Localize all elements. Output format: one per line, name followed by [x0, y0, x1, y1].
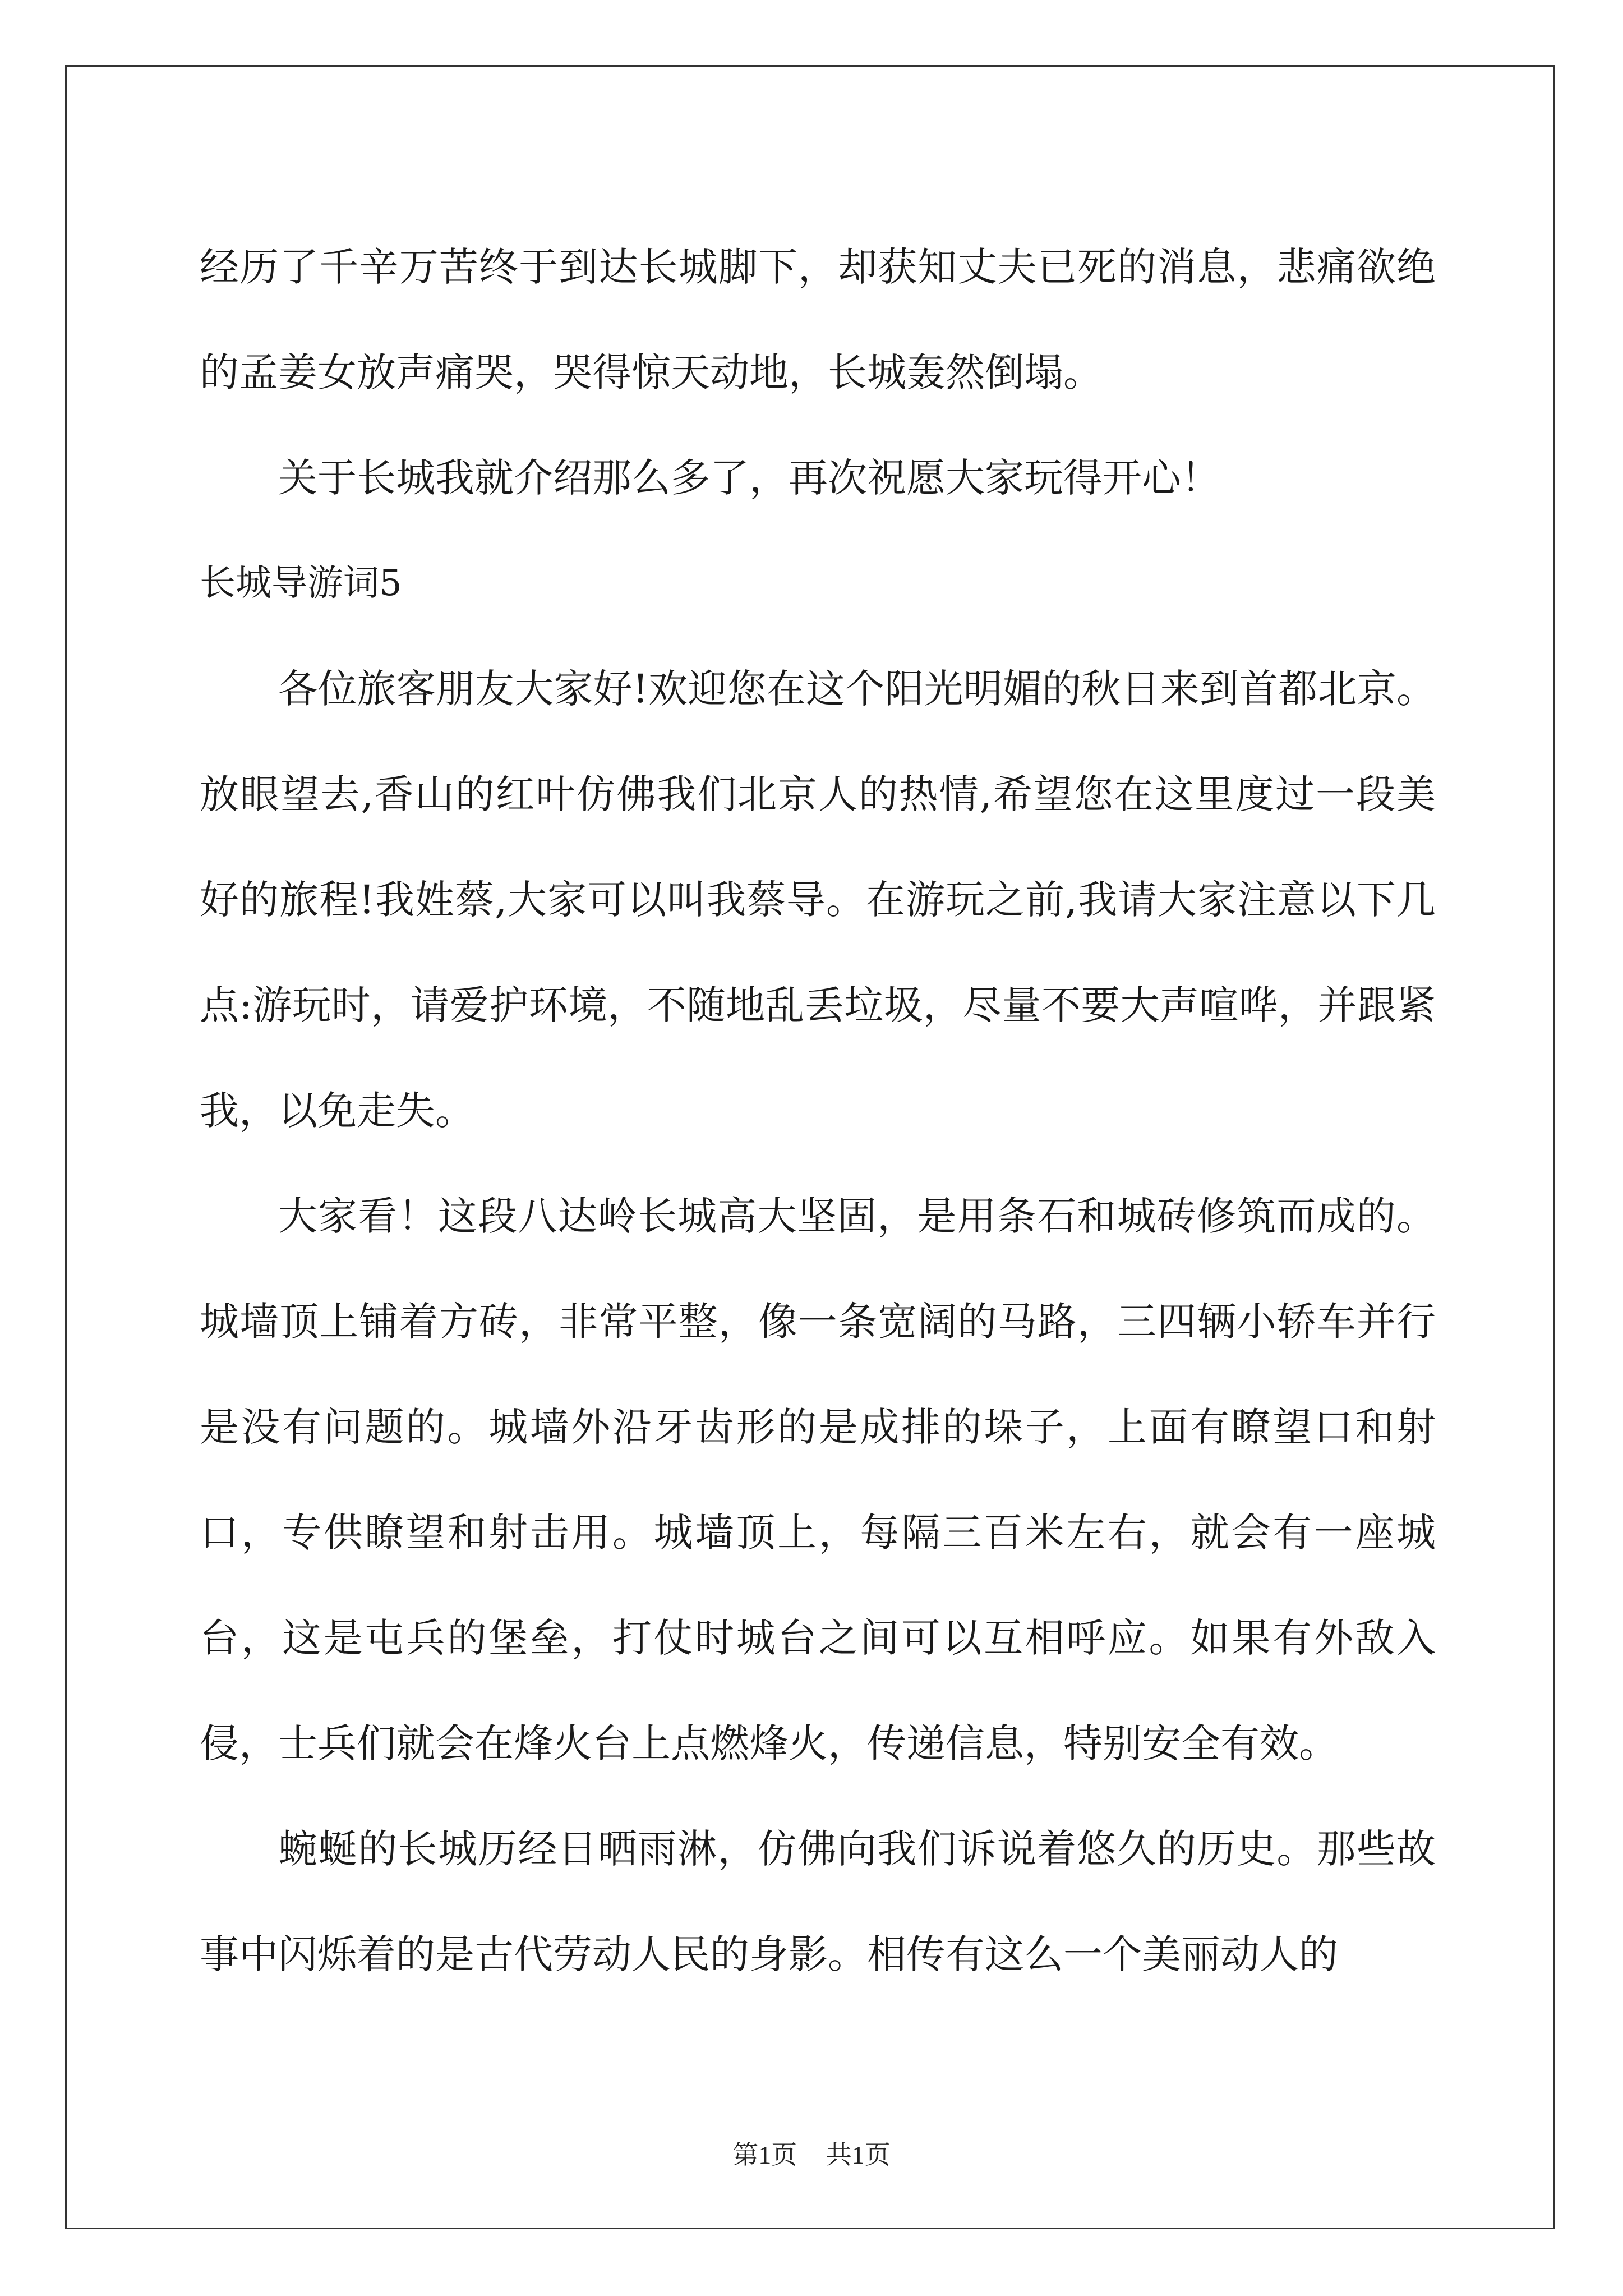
- paragraph-history: 蜿蜒的长城历经日晒雨淋，仿佛向我们诉说着悠久的历史。那些故事中闪烁着的是古代劳动人民的身影。相传有这么一个美丽动人的: [200, 1826, 1436, 1977]
- page-footer: [0, 2134, 1623, 2171]
- page-total: 共1页: [826, 2141, 891, 2169]
- page-number: 第1页: [732, 2141, 797, 2169]
- paragraph-badaling: 大家看！这段八达岭长城高大坚固，是用条石和城砖修筑而成的。城墙顶上铺着方砖，非常平整，像一条宽阔的马路，三四辆小轿车并行是没有问题的。城墙外沿牙齿形的是成排的垛子，上面有瞭望口和射口，专供瞭望和射击用。城墙顶上，每隔三百米左右，就会有一座城台，这是屯兵的堡垒，打仗时城台之间可以互相呼应。如果有外敌入侵，士兵们就会在烽火台上点燃烽火，传递信息，特别安全有效。: [200, 1193, 1436, 1766]
- document-body: [200, 214, 1436, 2007]
- paragraph-welcome: 各位旅客朋友大家好!欢迎您在这个阳光明媚的秋日来到首都北京。放眼望去,香山的红叶仿佛我们北京人的热情,希望您在这里度过一段美好的旅程!我姓蔡,大家可以叫我蔡导。在游玩之前,我请大家注意以下几点:游玩时，请爱护环境，不随地乱丢垃圾，尽量不要大声喧哗，并跟紧我，以免走失。: [200, 666, 1436, 1134]
- paragraph-continued: 经历了千辛万苦终于到达长城脚下，却获知丈夫已死的消息，悲痛欲绝的孟姜女放声痛哭，哭得惊天动地，长城轰然倒塌。: [200, 244, 1436, 395]
- paragraph-closing: 关于长城我就介绍那么多了，再次祝愿大家玩得开心！: [278, 455, 1220, 501]
- section-heading: 长城导游词5: [200, 563, 402, 604]
